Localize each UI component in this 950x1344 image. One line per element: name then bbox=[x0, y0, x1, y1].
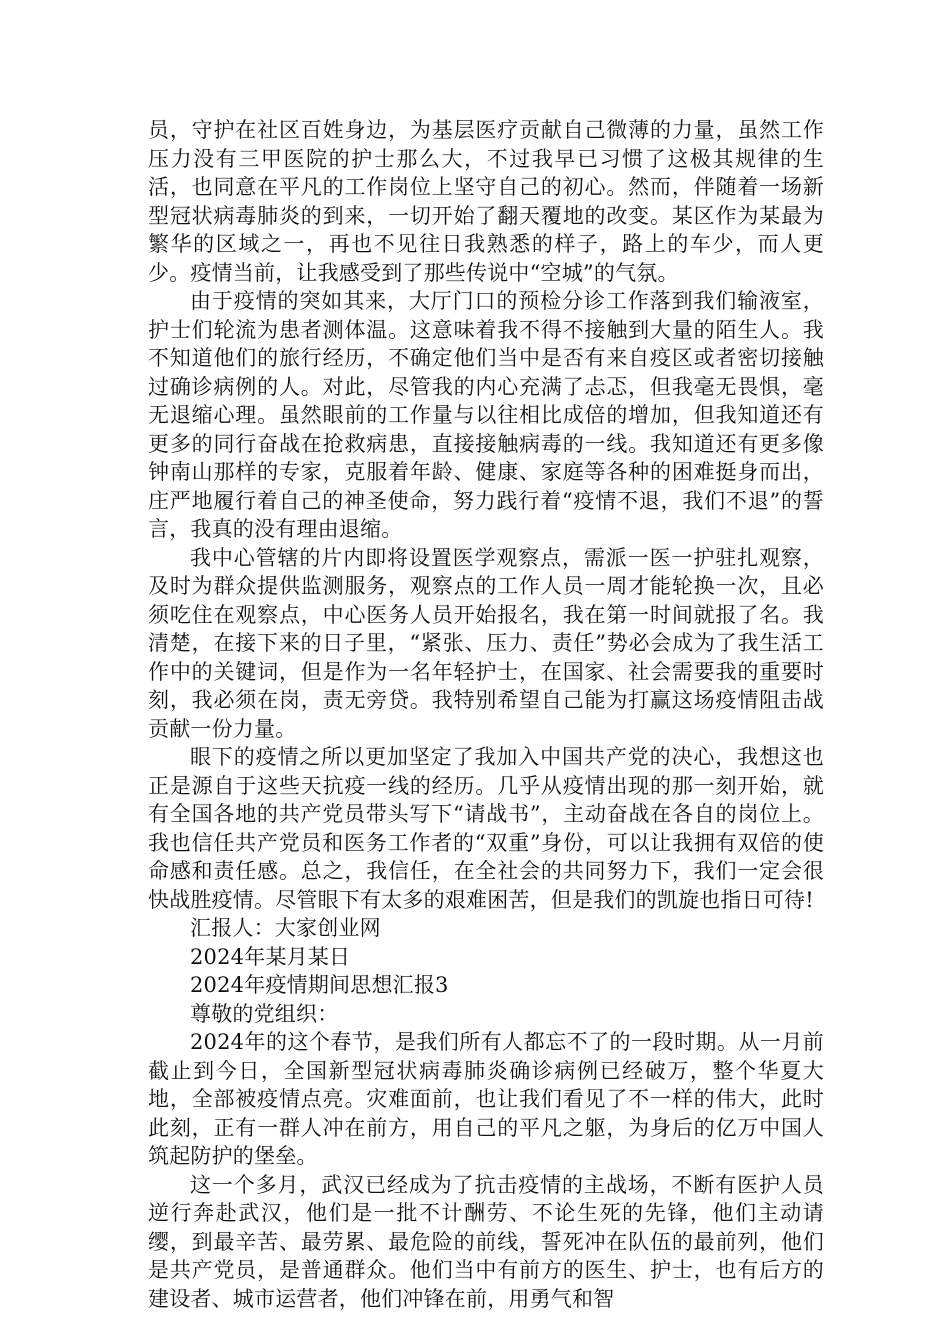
paragraph: 由于疫情的突如其来，大厅门口的预检分诊工作落到我们输液室，护士们轮流为患者测体温。这意味着我不得不接触到大量的陌生人。我不知道他们的旅行经历，不确定他们当中是否有来自疫区或者密切接触过确诊病例的人。对此，尽管我的内心充满了忐忑，但我毫无畏惧，毫无退缩心理。虽然眼前的工作量与以往相比成倍的增加，但我知道还有更多的同行奋战在抢救病患，直接接触病毒的一线。我知道还有更多像钟南山那样的专家，克服着年龄、健康、家庭等各种的困难挺身而出，庄严地履行着自己的神圣使命，努力践行着“疫情不退，我们不退”的誓言，我真的没有理由退缩。 bbox=[148, 289, 824, 541]
report-title: 2024年疫情期间思想汇报3 bbox=[190, 973, 449, 997]
paragraph-continued: 员，守护在社区百姓身边，为基层医疗贡献自己微薄的力量，虽然工作压力没有三甲医院的护士那么大，不过我早已习惯了这极其规律的生活，也同意在平凡的工作岗位上坚守自己的初心。然而，伴随着一场新型冠状病毒肺炎的到来，一切开始了翻天覆地的改变。某区作为某最为繁华的区域之一，再也不见往日我熟悉的样子，路上的车少，而人更少。疫情当前，让我感受到了那些传说中“空城”的气氛。 bbox=[148, 118, 824, 285]
paragraph-truncated: 这一个多月，武汉已经成为了抗击疫情的主战场，不断有医护人员逆行奔赴武汉，他们是一批不计酬劳、不论生死的先锋，他们主动请缨，到最辛苦、最劳累、最危险的前线，誓死冲在队伍的最前列，他们是共产党员，是普通群众。他们当中有前方的医生、护士，也有后方的建设者、城市运营者，他们冲锋在前，用勇气和智 bbox=[148, 1172, 824, 1311]
paragraph: 眼下的疫情之所以更加坚定了我加入中国共产党的决心，我想这也正是源自于这些天抗疫一线的经历。几乎从疫情出现的那一刻开始，就有全国各地的共产党员带头写下“请战书”，主动奋战在各自的岗位上。我也信任共产党员和医务工作者的“双重”身份，可以让我拥有双倍的使命感和责任感。总之，我信任，在全社会的共同努力下，我们一定会很快战胜疫情。尽管眼下有太多的艰难困苦，但是我们的凯旋也指日可待! bbox=[148, 745, 824, 912]
reporter-line: 汇报人：大家创业网 bbox=[190, 916, 381, 940]
paragraph: 我中心管辖的片内即将设置医学观察点，需派一医一护驻扎观察，及时为群众提供监测服务，观察点的工作人员一周才能轮换一次，且必须吃住在观察点，中心医务人员开始报名，我在第一时间就报了名。我清楚，在接下来的日子里，“紧张、压力、责任”势必会成为了我生活工作中的关键词，但是作为一名年轻护士，在国家、社会需要我的重要时刻，我必须在岗，责无旁贷。我特别希望自己能为打赢这场疫情阻击战贡献一份力量。 bbox=[148, 545, 824, 741]
salutation: 尊敬的党组织： bbox=[190, 1001, 339, 1026]
date-line: 2024年某月某日 bbox=[190, 944, 351, 969]
paragraph: 2024年的这个春节，是我们所有人都忘不了的一段时期。从一月前截止到今日，全国新型冠状病毒肺炎确诊病例已经破万，整个华夏大地，全部被疫情点亮。灾难面前，也让我们看见了不一样的伟大，此时此刻，正有一群人冲在前方，用自己的平凡之躯，为身后的亿万中国人筑起防护的堡垒。 bbox=[148, 1030, 824, 1168]
document-page bbox=[148, 116, 824, 1313]
